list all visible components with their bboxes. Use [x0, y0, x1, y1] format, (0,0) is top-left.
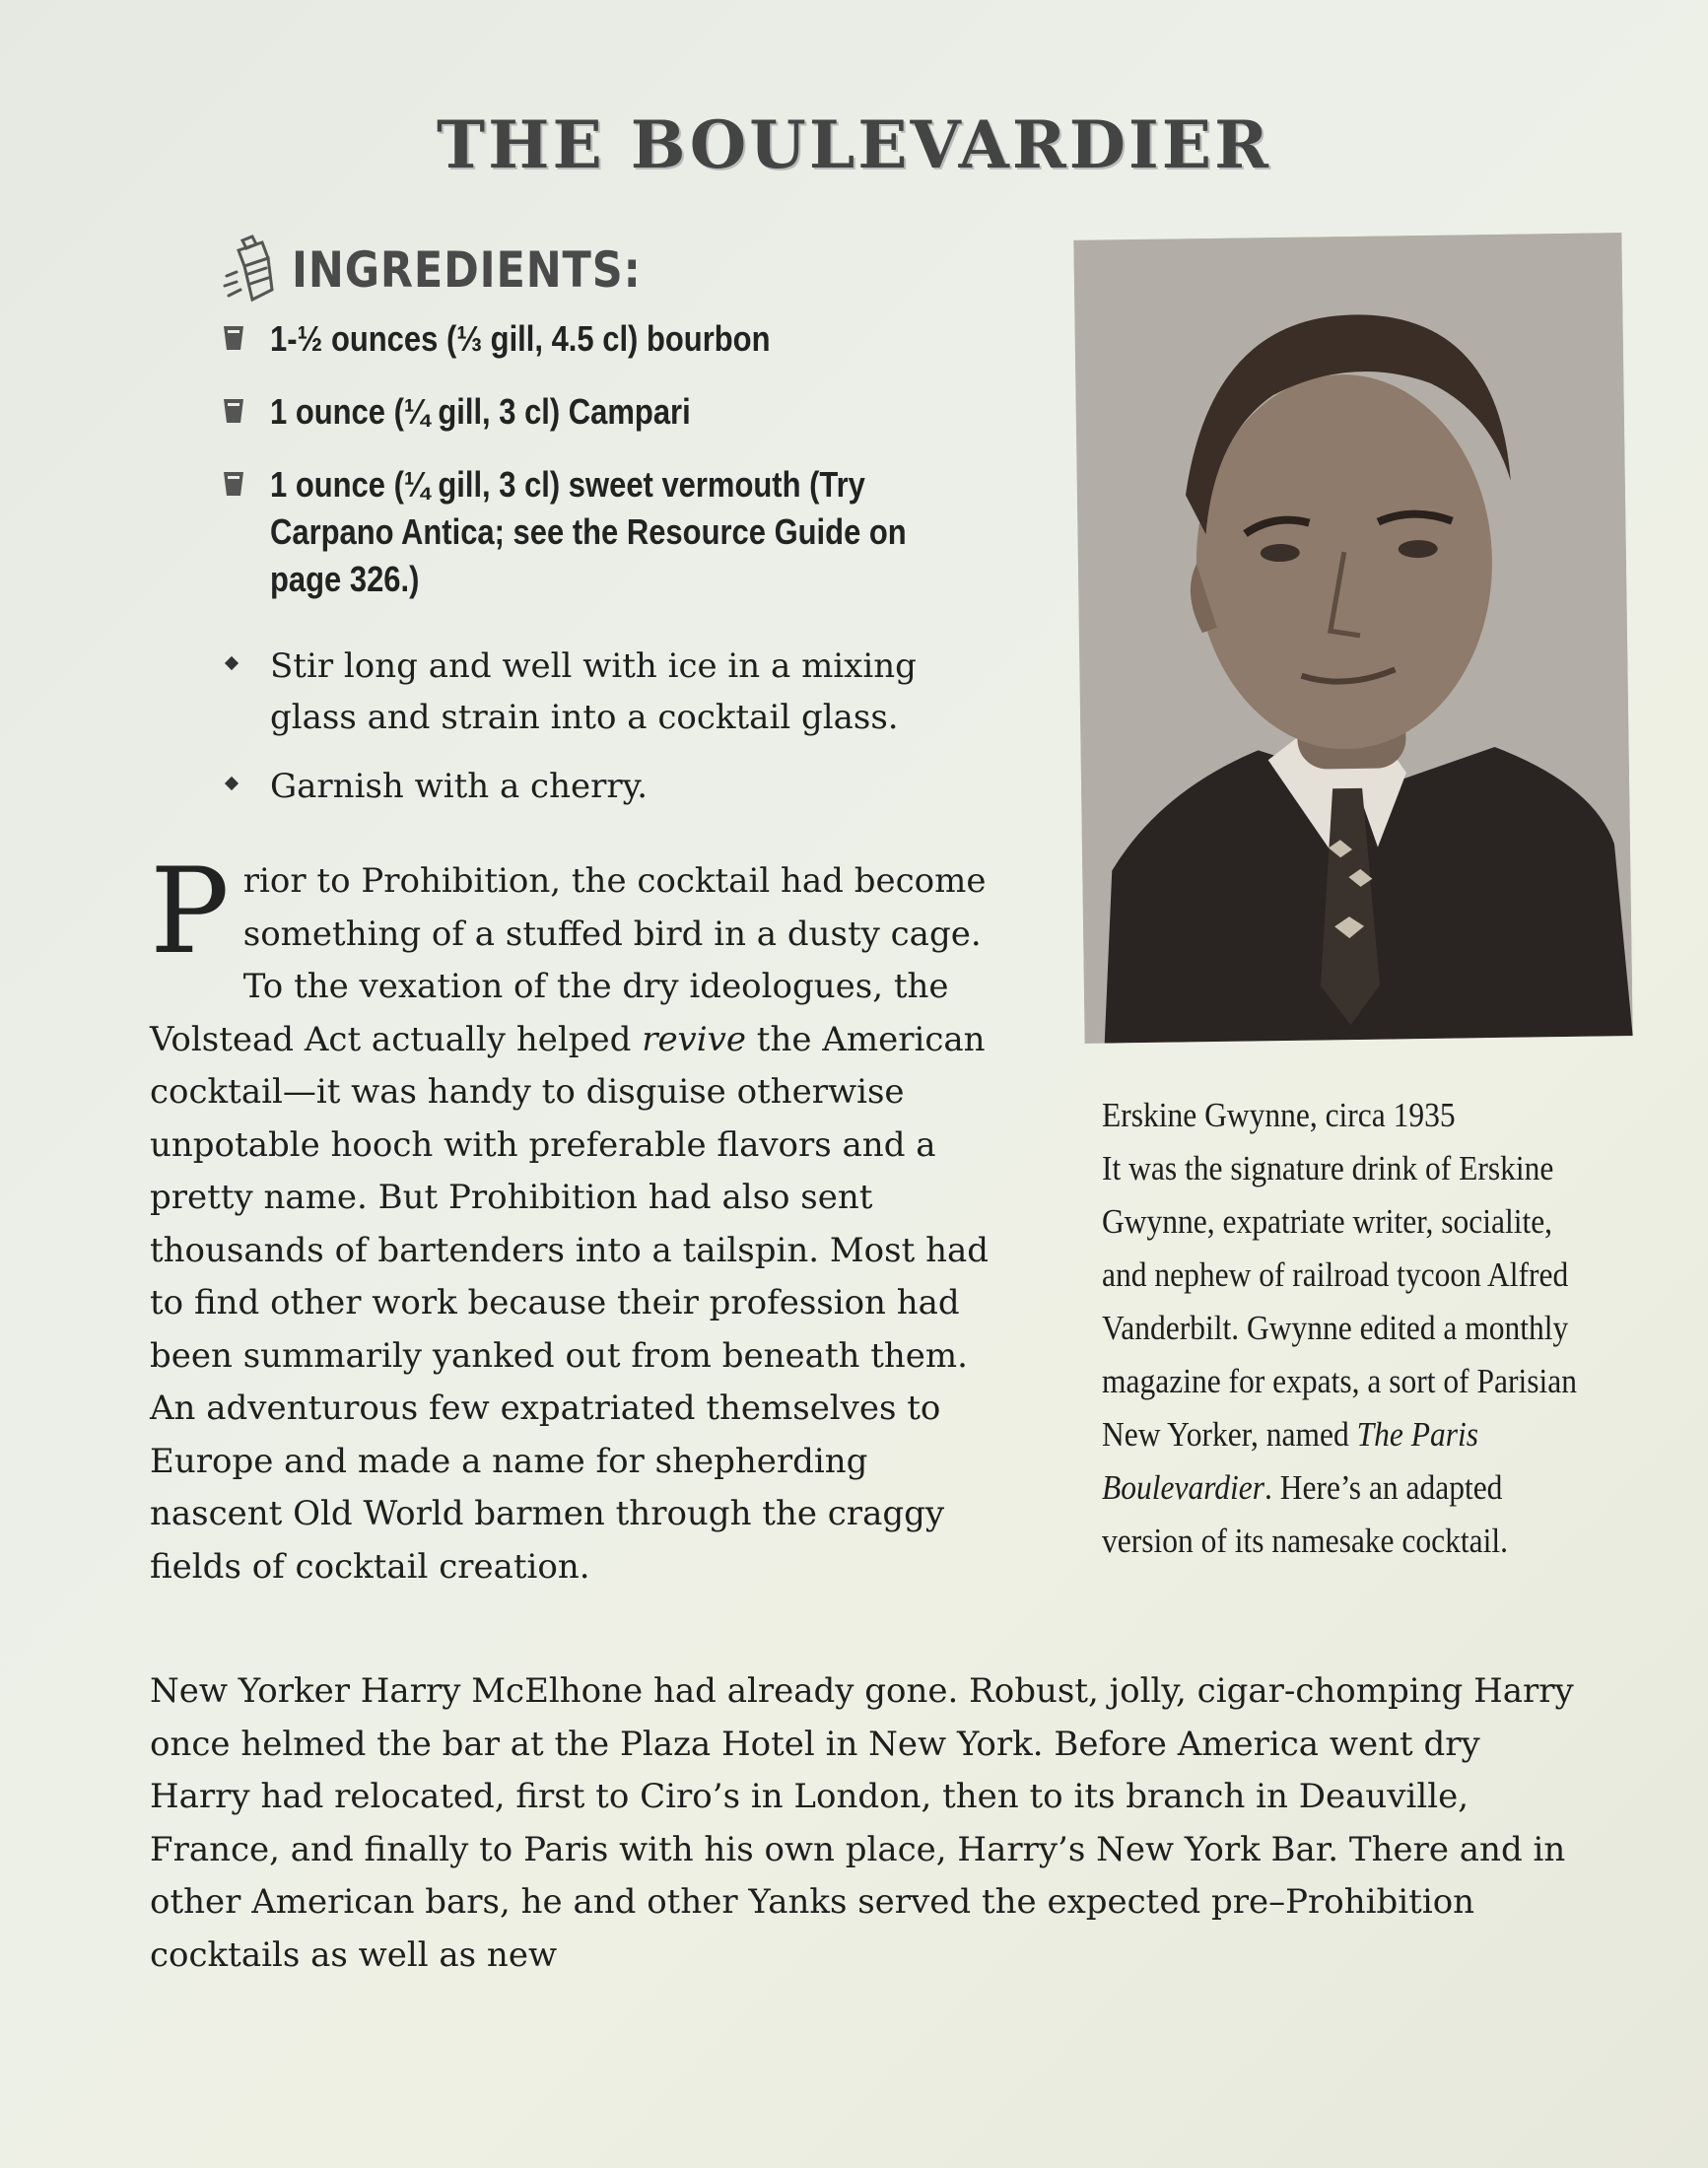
ingredient-text: 1-½ ounces (⅓ gill, 4.5 cl) bourbon: [270, 318, 771, 359]
portrait-illustration: [1073, 233, 1632, 1044]
body-paragraph-1: [150, 844, 1009, 1593]
instruction-item: [223, 641, 1011, 743]
body-emphasis: revive: [642, 1019, 746, 1059]
diamond-bullet-icon: [225, 777, 239, 790]
glass-icon: [223, 325, 244, 351]
instruction-list: [223, 641, 1011, 830]
caption-text: . Here’s an adapted version of its namesake cocktail.: [1102, 1468, 1509, 1560]
ingredient-text: 1 ounce (¼ gill, 3 cl) Campari: [270, 391, 691, 432]
ingredient-list: [223, 315, 1070, 629]
diamond-bullet-icon: [225, 656, 239, 670]
instruction-item: [223, 761, 1011, 812]
glass-icon: [223, 398, 244, 424]
cocktail-shaker-icon: [219, 233, 280, 307]
ingredient-item: [223, 388, 1070, 436]
ingredient-text: 1 ounce (¼ gill, 3 cl) sweet vermouth (Try Carpano Antica; see the Resource Guide on page 326.): [270, 464, 907, 599]
ingredient-item: [223, 315, 1070, 363]
instruction-text: Stir long and well with ice in a mixing glass and strain into a cocktail glass.: [270, 646, 917, 737]
ingredient-item: [223, 461, 1070, 603]
caption-emphasis: The Paris Boulevardier: [1102, 1415, 1478, 1507]
instruction-text: Garnish with a cherry.: [270, 767, 649, 806]
body-text: rior to Prohibition, the cocktail had become something of a stuffed bird in a dusty cage. To the vexation of the dry ideologues, the Volstead Act actually helped: [150, 861, 987, 1059]
body-paragraph-2: New Yorker Harry McElhone had already gone. Robust, jolly, cigar-chomping Harry once helmed the bar at the Plaza Hotel in New York. Before America went dry Harry had relocated, first to Ciro’s in London, then to its branch in Deauville, France, and finally to Paris with his own place, Harry’s New York Bar. There and in other American bars, he and other Yanks served the expected pre–Prohibition cocktails as well as new: [150, 1671, 1574, 1975]
caption-title: Erskine Gwynne, circa 1935: [1102, 1096, 1456, 1134]
ingredients-header: [219, 233, 698, 307]
caption-text: It was the signature drink of Erskine Gwynne, expatriate writer, socialite, and nephew of railroad tycoon Alfred Vanderbilt. Gwynne edited a monthly magazine for expats, a sort of Parisian New Yorker, named: [1102, 1149, 1577, 1454]
caption-body: [1102, 1142, 1599, 1568]
glass-icon: [223, 471, 244, 497]
ingredients-heading: INGREDIENTS:: [292, 241, 642, 299]
drop-cap: P: [150, 844, 230, 981]
portrait-photo: [1073, 233, 1632, 1044]
photo-caption: [1102, 1089, 1654, 1568]
page-title: THE BOULEVARDIER: [437, 106, 1271, 183]
body-text: the American cocktail—it was handy to disguise otherwise unpotable hooch with preferable flavors and a pretty name. But Prohibition had also sent thousands of bartenders into a tailspin. Most had to find other work because their profession had been summarily yanked out from beneath them. An adventurous few expatriated themselves to Europe and made a name for shepherding nascent Old World barmen through the craggy fields of cocktail creation.: [150, 1019, 989, 1587]
